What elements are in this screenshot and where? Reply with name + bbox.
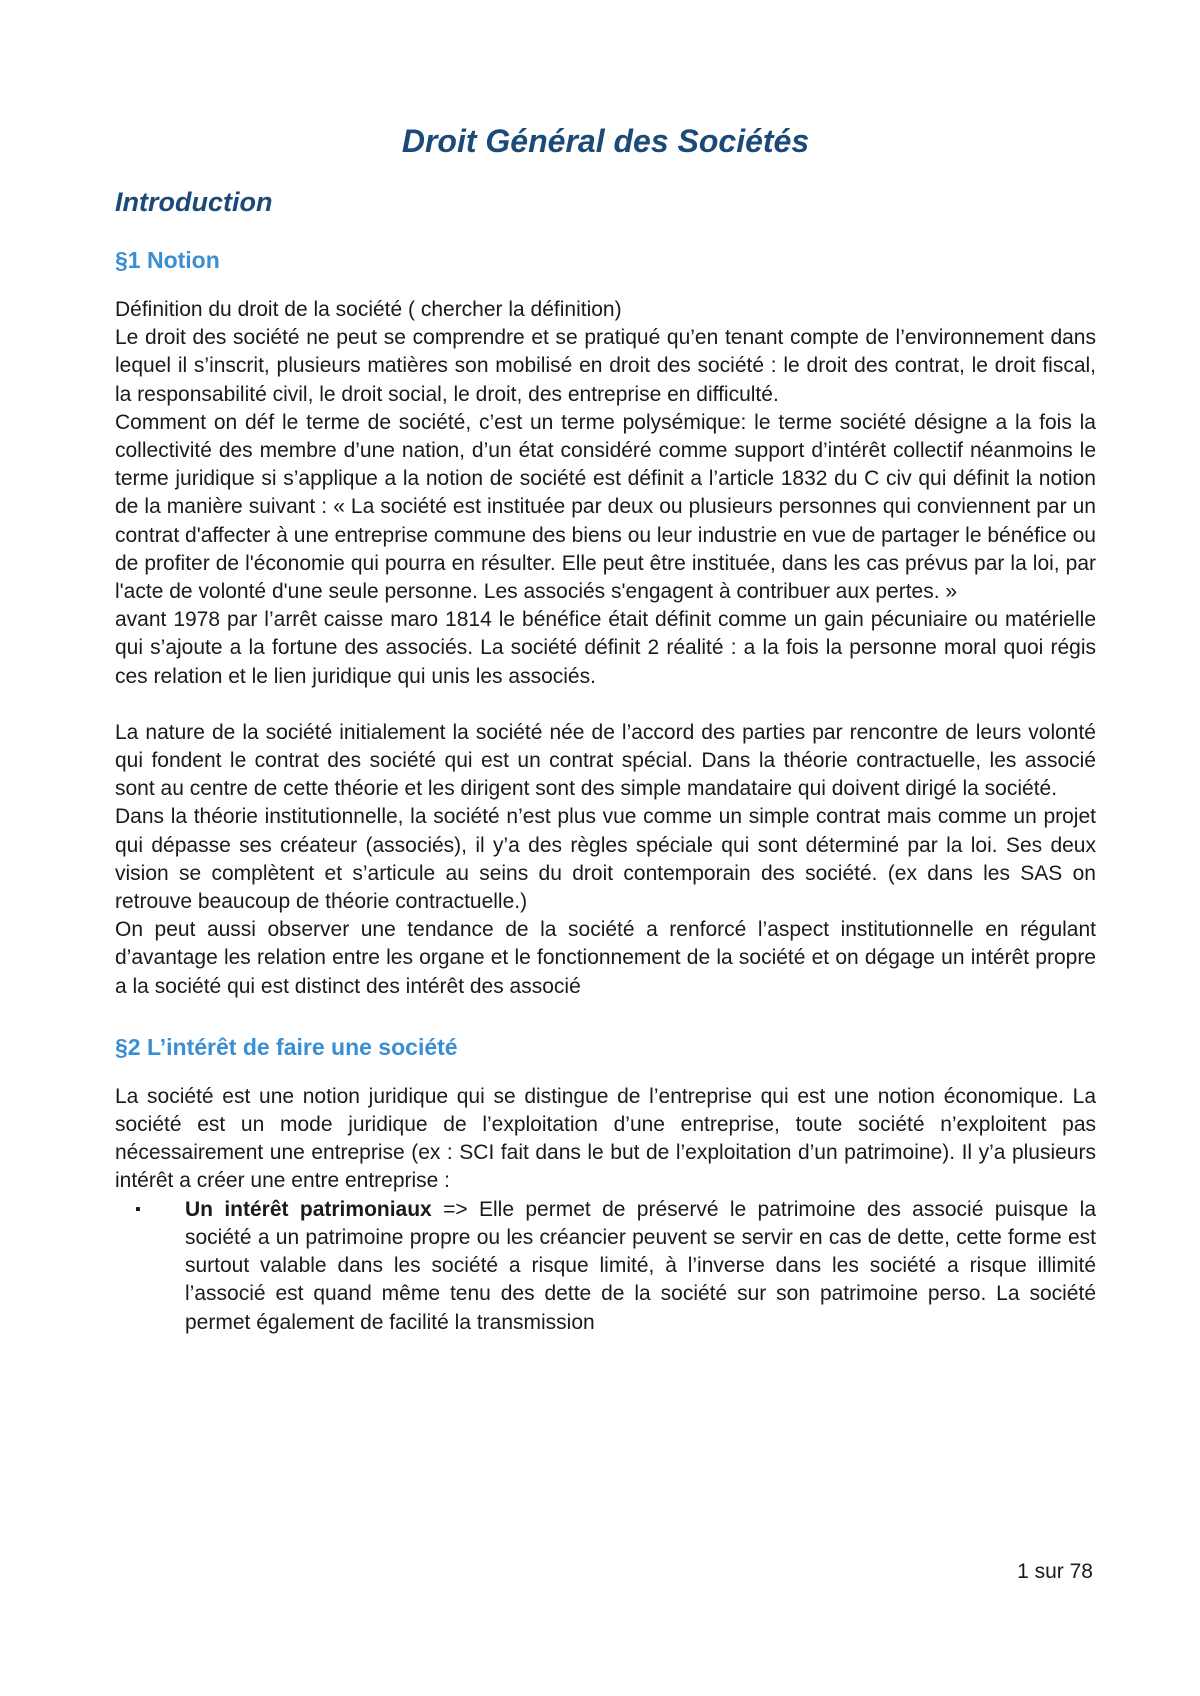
section-heading-interest: §2 L’intérêt de faire une société	[115, 1033, 458, 1060]
list-item	[135, 1196, 1096, 1337]
paragraph-contractual-theory: La nature de la société initialement la société née de l’accord des parties par rencontre de leurs volonté qui fondent le contrat des société qui est un contrat spécial. Dans la théorie contractuelle, les associé sont au centre de cette théorie et les dirigent sont des simple mandataire qui doivent dirigé la société.	[115, 720, 1096, 801]
paragraph-institutional-theory: Dans la théorie institutionnelle, la société n’est plus vue comme un simple contrat mais comme un projet qui dépasse ses créateur (associés), il y’a des règles spéciale qui sont déterminé par la loi. Ses deux vision se complètent et s’articule au seins du droit contemporain des société. (ex dans les SAS on retrouve beaucoup de théorie contractuelle.)	[115, 805, 1096, 914]
paragraph-trend: On peut aussi observer une tendance de la société a renforcé l’aspect institutionnelle en régulant d’avantage les relation entre les organe et le fonctionnement de la société et on dégage un intérêt propre a la société qui est distinct des intérêt des associé	[115, 918, 1096, 998]
paragraph-benefit-history: avant 1978 par l’arrêt caisse maro 1814 le bénéfice était définit comme un gain pécuniaire ou matérielle qui s’ajoute a la fortune des associés. La société définit 2 réalité : a la fois la personne moral quoi régis ces relation et le lien juridique qui unis les associés.	[115, 608, 1096, 688]
list-item-lead: Un intérêt patrimoniaux	[185, 1197, 432, 1221]
square-bullet-icon: ▪	[135, 1200, 141, 1218]
paragraph-environment: Le droit des société ne peut se comprendre et se pratiqué qu’en tenant compte de l’environnement dans lequel il s’inscrit, plusieurs matières son mobilisé en droit des société : le droit des contrat, le droit fiscal, la responsabilité civil, le droit social, le droit, des entreprise en difficulté.	[115, 326, 1096, 406]
paragraph-polysemy: Comment on déf le terme de société, c’est un terme polysémique: le terme société désigne a la fois la collectivité des membre d’une nation, d’un état considéré comme support d’intérêt collectif néanmoins le terme juridique si s’applique a la notion de société est définit a l’article 1832 du C civ qui définit la notion de la manière suivant : « La société est instituée par deux ou plusieurs personnes qui conviennent par un contrat d'affecter à une entreprise commune des biens ou leur industrie en vue de partager le bénéfice ou de profiter de l'économie qui pourra en résulter. Elle peut être instituée, dans les cas prévus par la loi, par l'acte de volonté d'une seule personne. Les associés s'engagent à contribuer aux pertes. »	[115, 410, 1096, 604]
page-number: 1 sur 78	[1017, 1560, 1093, 1583]
paragraph-definition: Définition du droit de la société ( chercher la définition)	[115, 298, 622, 321]
interest-list	[115, 1196, 1096, 1337]
section-heading-notion: §1 Notion	[115, 247, 220, 273]
chapter-heading: Introduction	[115, 187, 273, 217]
paragraph-society-vs-enterprise: La société est une notion juridique qui se distingue de l’entreprise qui est une notion économique. La société est un mode juridique de l’exploitation d’une entreprise, toute société n’exploitent pas nécessairement une entreprise (ex : SCI fait dans le but de l’exploitation d’un patrimoine). Il y’a plusieurs intérêt a créer une entre entreprise :	[115, 1084, 1096, 1193]
list-item-text: => Elle permet de préservé le patrimoine des associé puisque la société a un patrimoine propre ou les créancier peuvent se servir en cas de dette, cette forme est surtout valable dans les société a risque limité, à l’inverse dans les société a risque illimité l’associé est quand même tenu des dette de la société sur son patrimoine perso. La société permet également de facilité la transmission	[185, 1197, 1096, 1334]
document-title: Droit Général des Sociétés	[401, 123, 810, 159]
